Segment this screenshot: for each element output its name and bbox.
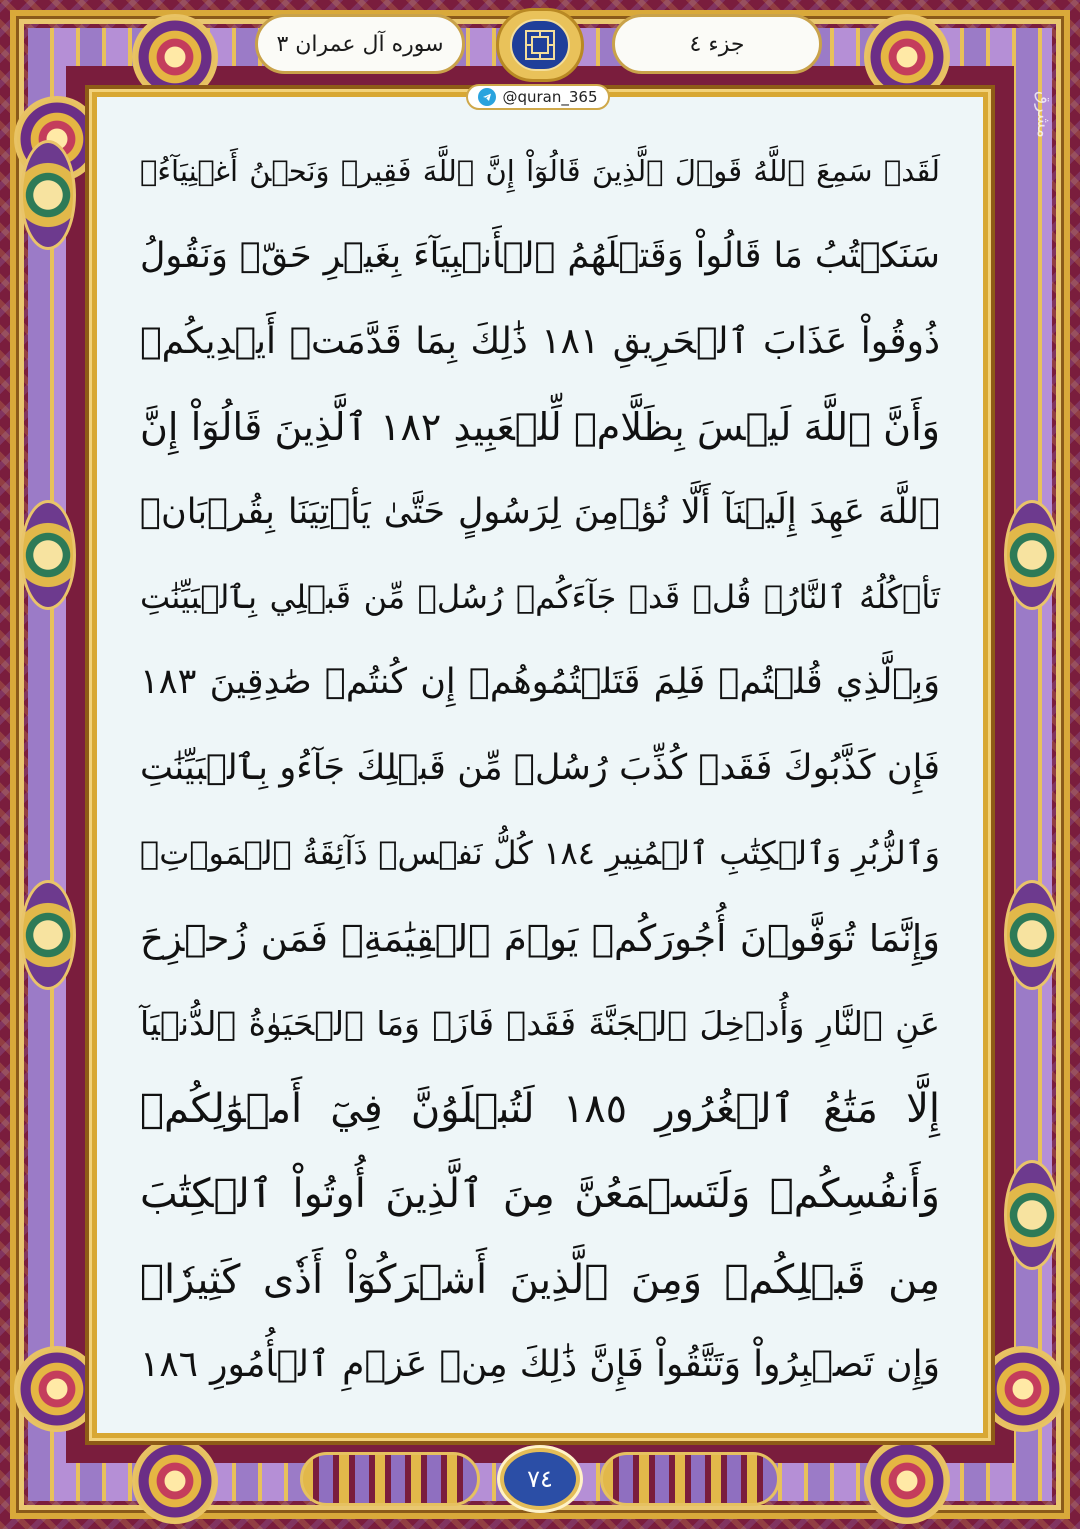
text-line: مِن قَبۡلِكُمۡ وَمِنَ ٱلَّذِينَ أَشۡرَكُوٓاْ أَذٗى كَثِيرٗاۚ <box>140 1256 940 1303</box>
corner-rosette-icon <box>864 14 950 100</box>
text-line: وَإِن تَصۡبِرُواْ وَتَتَّقُواْ فَإِنَّ ذَٰلِكَ مِنۡ عَزۡمِ ٱلۡأُمُورِ ١٨٦ <box>140 1344 940 1386</box>
text-line: وَأَنَّ ٱللَّهَ لَيۡسَ بِظَلَّامٖ لِّلۡعَبِيدِ ١٨٢ ٱلَّذِينَ قَالُوٓاْ إِنَّ <box>140 404 940 449</box>
text-line: فَإِن كَذَّبُوكَ فَقَدۡ كُذِّبَ رُسُلٞ مِّن قَبۡلِكَ جَآءُو بِٱلۡبَيِّنَٰتِ <box>140 747 940 788</box>
emblem-icon <box>496 8 584 82</box>
text-line: وَإِنَّمَا تُوَفَّوۡنَ أُجُورَكُمۡ يَوۡمَ ٱلۡقِيَٰمَةِۖ فَمَن زُحۡزِحَ <box>140 916 940 960</box>
corner-rosette-icon <box>132 1438 218 1524</box>
text-line: وَبِٱلَّذِي قُلۡتُمۡ فَلِمَ قَتَلۡتُمُوهُمۡ إِن كُنتُمۡ صَٰدِقِينَ ١٨٣ <box>140 662 940 703</box>
watermark: مشرق <box>1033 90 1053 138</box>
surah-title: سوره آل عمران ٣ <box>255 14 465 74</box>
text-line: لَقَدۡ سَمِعَ ٱللَّهُ قَوۡلَ ٱلَّذِينَ قَالُوٓاْ إِنَّ ٱللَّهَ فَقِيرٞ وَنَحۡنُ أَغۡنِيَآءُۘ <box>140 153 940 188</box>
side-medallion-icon <box>20 500 76 610</box>
corner-rosette-icon <box>864 1438 950 1524</box>
corner-rosette-icon <box>14 1346 100 1432</box>
side-medallion-icon <box>1004 880 1060 990</box>
handle-text: @quran_365 <box>502 88 598 106</box>
text-line: عَنِ ٱلنَّارِ وَأُدۡخِلَ ٱلۡجَنَّةَ فَقَدۡ فَازَۗ وَمَا ٱلۡحَيَوٰةُ ٱلدُّنۡيَآ <box>140 1004 940 1044</box>
quran-text <box>140 128 940 1408</box>
telegram-icon <box>478 88 496 106</box>
text-line: وَٱلزُّبُرِ وَٱلۡكِتَٰبِ ٱلۡمُنِيرِ ١٨٤ كُلُّ نَفۡسٖ ذَآئِقَةُ ٱلۡمَوۡتِۗ <box>140 834 941 873</box>
juz-label: جزء ٤ <box>612 14 822 74</box>
text-line: ٱللَّهَ عَهِدَ إِلَيۡنَآ أَلَّا نُؤۡمِنَ لِرَسُولٍ حَتَّىٰ يَأۡتِيَنَا بِقُرۡبَانٖ <box>140 491 940 532</box>
text-line: ذُوقُواْ عَذَابَ ٱلۡحَرِيقِ ١٨١ ذَٰلِكَ بِمَا قَدَّمَتۡ أَيۡدِيكُمۡ <box>140 320 940 362</box>
side-medallion-icon <box>1004 500 1060 610</box>
side-medallion-icon <box>1004 1160 1060 1270</box>
side-medallion-icon <box>20 140 76 250</box>
page-number: ٧٤ <box>500 1448 580 1510</box>
telegram-handle[interactable] <box>466 84 610 110</box>
corner-rosette-icon <box>980 1346 1066 1432</box>
text-line: تَأۡكُلُهُ ٱلنَّارُۗ قُلۡ قَدۡ جَآءَكُمۡ رُسُلٞ مِّن قَبۡلِي بِٱلۡبَيِّنَٰتِ <box>140 578 940 617</box>
corner-rosette-icon <box>132 14 218 100</box>
bottom-ornament <box>300 1452 480 1506</box>
text-line: وَأَنفُسِكُمۡ وَلَتَسۡمَعُنَّ مِنَ ٱلَّذِينَ أُوتُواْ ٱلۡكِتَٰبَ <box>140 1171 940 1218</box>
bottom-ornament <box>600 1452 780 1506</box>
text-line: إِلَّا مَتَٰعُ ٱلۡغُرُورِ ١٨٥ لَتُبۡلَوُنَّ فِيٓ أَمۡوَٰلِكُمۡ <box>140 1085 941 1132</box>
text-line: سَنَكۡتُبُ مَا قَالُواْ وَقَتۡلَهُمُ ٱلۡأَنۢبِيَآءَ بِغَيۡرِ حَقّٖ وَنَقُولُ <box>140 235 940 276</box>
side-medallion-icon <box>20 880 76 990</box>
